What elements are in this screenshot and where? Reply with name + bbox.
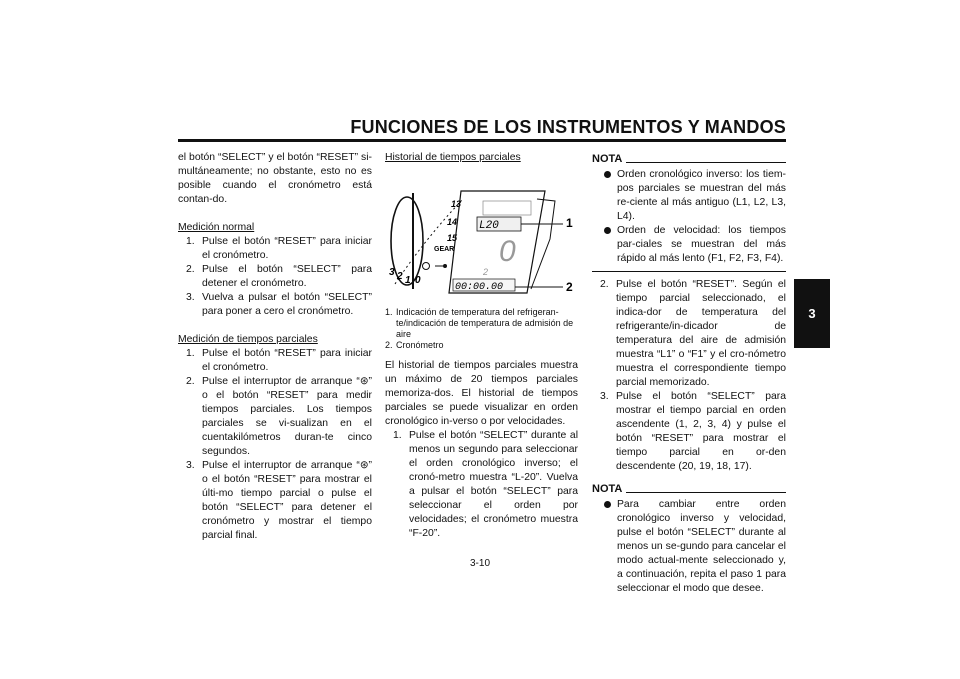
list-item: 3. Pulse el botón “SELECT” para mostrar el tiempo parcial en orden ascendente (1, 2, 3, 4) y pulse el botón “RESET” para mostrar el tiempo parcial en or-den descendente (20, 19, 18, 17). bbox=[600, 391, 786, 472]
splits-heading: Medición de tiempos parciales bbox=[178, 334, 318, 345]
list-item: Orden cronológico inverso: los tiem-pos parciales se muestran del más re-ciente al más antiguo (L1, L2, L3, L4). bbox=[592, 168, 786, 224]
list-item: 3. Vuelva a pulsar el botón “SELECT” para poner a cero el cronómetro. bbox=[186, 292, 372, 317]
lcd-gear-digit: 0 bbox=[499, 235, 516, 268]
callout-2: 2 bbox=[566, 280, 573, 294]
bullet-icon bbox=[604, 227, 611, 234]
tach-label-1: 1 bbox=[405, 275, 411, 286]
page-title: FUNCIONES DE LOS INSTRUMENTOS Y MANDOS bbox=[350, 117, 786, 137]
history-heading: Historial de tiempos parciales bbox=[385, 152, 521, 163]
history-steps bbox=[385, 429, 578, 541]
list-item: 2. Pulse el interruptor de arranque “⊛” o el botón “RESET” para medir tiempos parciales. Los tiempos parciales se vi-sualizan en el cuentakilómetros duran-te cinco segundos. bbox=[186, 376, 372, 457]
instrument-figure bbox=[385, 169, 578, 299]
callout-1: 1 bbox=[566, 216, 573, 230]
tach-label-0: 0 bbox=[415, 275, 421, 286]
gear-label: GEAR bbox=[434, 246, 455, 253]
col3-steps bbox=[592, 278, 786, 474]
column-1 bbox=[178, 151, 372, 543]
list-item: Orden de velocidad: los tiempos par-ciales se muestran del más rápido al más lento (F1, F2, F3, F4). bbox=[592, 224, 786, 266]
list-item: 2. Pulse el botón “RESET”. Según el tiempo parcial seleccionado, el indica-dor de temperatura del refrigerante/in-dicador de temperatura del aire de admisión muestra “L1” o “F1” y el cro-nómetro muestra el correspondiente tiempo parcial memorizado. bbox=[600, 279, 786, 388]
tach-label-3: 3 bbox=[389, 267, 395, 278]
bullet-icon bbox=[604, 171, 611, 178]
lcd-small-digit: 2 bbox=[483, 267, 489, 277]
nota-end-rule bbox=[592, 271, 786, 272]
header-rule bbox=[178, 139, 786, 142]
list-item: Para cambiar entre orden cronológico inverso y velocidad, pulse el botón “SELECT” durante al menos un se-gundo para cancelar el modo actual-mente seleccionado y, a continuación, repita el paso 1 para seleccionar el modo que desee. bbox=[592, 498, 786, 596]
nota-list bbox=[592, 498, 786, 596]
instrument-illustration bbox=[385, 169, 578, 299]
caption-item: 2. Cronómetro bbox=[385, 340, 444, 350]
column-2 bbox=[385, 151, 578, 541]
tach-label-14: 14 bbox=[447, 217, 458, 227]
caption-item: 1. Indicación de temperatura del refrigeran-te/indicación de temperatura de admisión de aire bbox=[385, 307, 574, 339]
list-item: 1. Pulse el botón “RESET” para iniciar el cronómetro. bbox=[186, 236, 372, 261]
list-item: 3. Pulse el interruptor de arranque “⊛” o el botón “RESET” para mostrar el últi-mo tiempo parcial o pulse el botón “SELECT” para detener el cronómetro y mostrar el tiempo parcial final. bbox=[186, 460, 372, 541]
normal-steps bbox=[178, 235, 372, 319]
lcd-stopwatch: 00:00.00 bbox=[455, 282, 504, 293]
figure-captions bbox=[385, 307, 578, 351]
chapter-tab: 3 bbox=[794, 279, 830, 348]
nota-heading: NOTA bbox=[592, 152, 786, 166]
indicator-lamp-icon bbox=[423, 263, 430, 270]
tach-label-15: 15 bbox=[447, 233, 458, 243]
lcd-top-readout: L20 bbox=[479, 220, 499, 232]
column-3 bbox=[592, 152, 786, 596]
nota-heading: NOTA bbox=[592, 482, 786, 496]
list-item: 1. Pulse el botón “RESET” para iniciar el cronómetro. bbox=[186, 348, 372, 373]
list-item: 2. Pulse el botón “SELECT” para detener el cronómetro. bbox=[186, 264, 372, 289]
tach-label-13: 13 bbox=[451, 199, 462, 209]
history-body: El historial de tiempos parciales muestra un máximo de 20 tiempos parciales memoriza-dos. El historial de tiempos parciales se puede visualizar en orden cronológico in-verso o por velocidades. bbox=[385, 360, 578, 427]
list-item: 1. Pulse el botón “SELECT” durante al menos un segundo para seleccionar el orden cronológico inverso; el cronó-metro muestra “L-20”. Vuelva a pulsar el botón “SELECT” para seleccionar el orden por velocidades; el cronómetro muestra “F-20”. bbox=[393, 430, 578, 539]
bullet-icon bbox=[604, 501, 611, 508]
splits-steps bbox=[178, 347, 372, 543]
intro-paragraph: el botón “SELECT” y el botón “RESET” si-multáneamente; no obstante, esto no es posible cuando el cronómetro está contan-do. bbox=[178, 152, 372, 205]
nota-list bbox=[592, 168, 786, 266]
tach-label-2: 2 bbox=[397, 271, 403, 282]
normal-heading: Medición normal bbox=[178, 222, 255, 233]
page-number: 3-10 bbox=[469, 558, 490, 569]
